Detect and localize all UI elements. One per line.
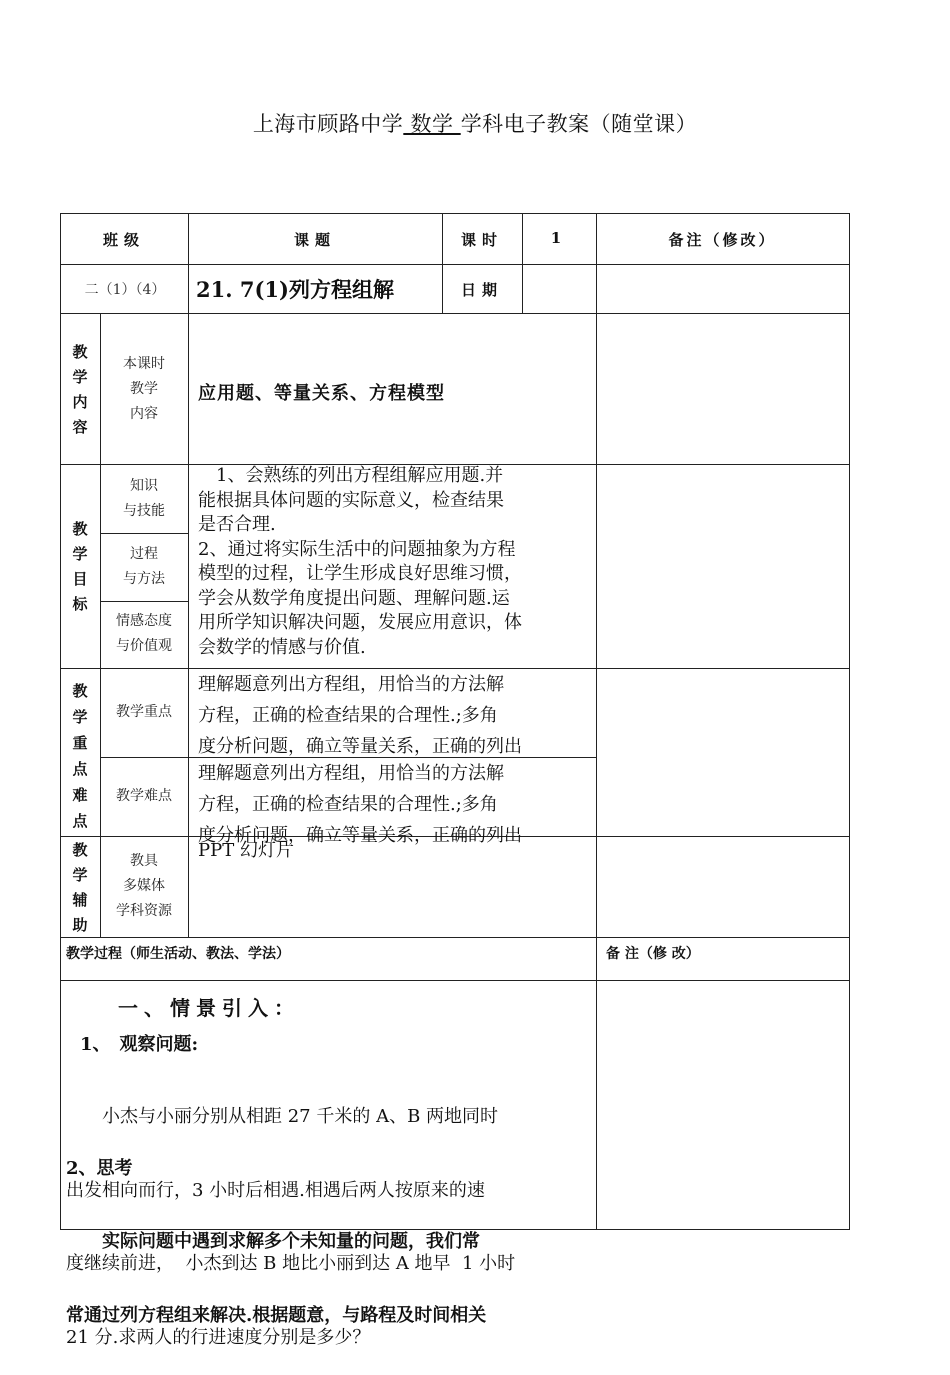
goals-sub1-line1: 知识 bbox=[130, 478, 158, 494]
goals-sub3-line1: 情感态度 bbox=[116, 613, 172, 629]
aids-sub-2: 多媒体 bbox=[123, 878, 165, 894]
date-label: 日期 bbox=[460, 281, 503, 299]
header-class: 班级 bbox=[102, 231, 145, 249]
question1-line: 出发相向而行，3 小时后相遇.相遇后两人按原来的速 bbox=[66, 1179, 485, 1201]
content-section-label bbox=[60, 340, 100, 440]
key-point-label: 教学重点 bbox=[116, 704, 172, 720]
goals-sub1-line2: 与技能 bbox=[123, 503, 165, 519]
goals-sub-process bbox=[100, 542, 188, 592]
question1-line: 小杰与小丽分别从相距 27 千米的 A、B 两地同时 bbox=[66, 1106, 499, 1127]
key-line: 方程，正确的检查结果的合理性.;多角 bbox=[198, 705, 498, 726]
goals-section-text: 教学目标 bbox=[72, 520, 88, 613]
aids-sub-3: 学科资源 bbox=[116, 903, 172, 919]
difficult-point-text bbox=[198, 758, 594, 846]
aids-section-label bbox=[60, 838, 100, 938]
header-period-value: 1 bbox=[550, 229, 568, 247]
goals-sub-knowledge bbox=[100, 474, 188, 524]
goals-line: 2、通过将实际生活中的问题抽象为方程 bbox=[198, 538, 516, 560]
goals-section-label bbox=[60, 517, 100, 617]
focus-section-text: 教学重点难点 bbox=[72, 682, 88, 830]
difficult-line: 度分析问题，确立等量关系，正确的列出 bbox=[198, 825, 522, 846]
goals-sub-attitude bbox=[100, 609, 188, 659]
question1-label: 1、 观察问题: bbox=[80, 1034, 199, 1055]
content-sub-2: 教学 bbox=[130, 381, 158, 397]
goals-text bbox=[198, 464, 594, 660]
lesson-heading: 一、情景引入： bbox=[118, 996, 300, 1020]
difficult-point-label: 教学难点 bbox=[116, 788, 172, 804]
goals-sub2-line1: 过程 bbox=[130, 546, 158, 562]
content-text: 应用题、等量关系、方程模型 bbox=[198, 383, 445, 404]
topic-value: 21. 7(1)列方程组解 bbox=[196, 277, 394, 302]
goals-sub2-line2: 与方法 bbox=[123, 571, 165, 587]
difficult-line: 方程，正确的检查结果的合理性.;多角 bbox=[198, 794, 498, 815]
content-sublabel bbox=[100, 352, 188, 427]
difficult-line: 理解题意列出方程组，用恰当的方法解 bbox=[198, 763, 504, 784]
key-line: 度分析问题，确立等量关系，正确的列出 bbox=[198, 736, 522, 757]
aids-sub-1: 教具 bbox=[130, 853, 158, 869]
page-title bbox=[0, 108, 950, 138]
goals-sub3-line2: 与价值观 bbox=[116, 638, 172, 654]
class-value: 二（1）（4） bbox=[84, 282, 166, 298]
question1-line: 21 分.求两人的行进速度分别是多少？ bbox=[66, 1326, 371, 1348]
aids-section-text: 教学辅助 bbox=[72, 841, 88, 934]
goals-line: 能根据具体问题的实际意义，检查结果 bbox=[198, 489, 504, 511]
title-subject: 数学 bbox=[410, 112, 454, 136]
content-sub-1: 本课时 bbox=[123, 356, 165, 372]
content-sub-3: 内容 bbox=[130, 406, 158, 422]
key-line: 理解题意列出方程组，用恰当的方法解 bbox=[198, 674, 504, 695]
key-point-text bbox=[198, 669, 594, 757]
header-period: 课时 bbox=[460, 231, 503, 249]
question2-label: 2、思考 bbox=[66, 1158, 133, 1179]
header-remark: 备注（修改） bbox=[668, 231, 777, 249]
focus-section-label bbox=[60, 678, 100, 834]
goals-line: 模型的过程，让学生形成良好思维习惯， bbox=[198, 563, 522, 584]
question1-line: 度继续前进， 小杰到达 B 地比小丽到达 A 地早 1 小时 bbox=[66, 1253, 516, 1274]
goals-line: 是否合理. bbox=[198, 514, 276, 535]
aids-sublabel bbox=[100, 849, 188, 924]
title-suffix: 学科电子教案（随堂课） bbox=[460, 112, 698, 136]
process-label: 教学过程（师生活动、教法、学法） bbox=[66, 946, 290, 962]
goals-line: 学会从数学角度提出问题、理解问题.运 bbox=[198, 587, 510, 609]
goals-line: 用所学知识解决问题，发展应用意识，体 bbox=[198, 612, 522, 633]
question2-line: 实际问题中遇到求解多个未知量的问题，我们常 bbox=[66, 1231, 480, 1252]
goals-line: 1、会熟练的列出方程组解应用题.并 bbox=[198, 465, 504, 486]
title-prefix: 上海市顾路中学 bbox=[252, 112, 404, 136]
aids-text: PPT 幻灯片 bbox=[198, 840, 294, 861]
question2-line: 常通过列方程组来解决.根据题意，与路程及时间相关 bbox=[66, 1304, 487, 1326]
content-section-text: 教学内容 bbox=[72, 343, 88, 436]
header-topic: 课题 bbox=[293, 231, 336, 249]
process-remark-label: 备 注（修 改） bbox=[606, 946, 700, 962]
goals-line: 会数学的情感与价值. bbox=[198, 636, 366, 658]
